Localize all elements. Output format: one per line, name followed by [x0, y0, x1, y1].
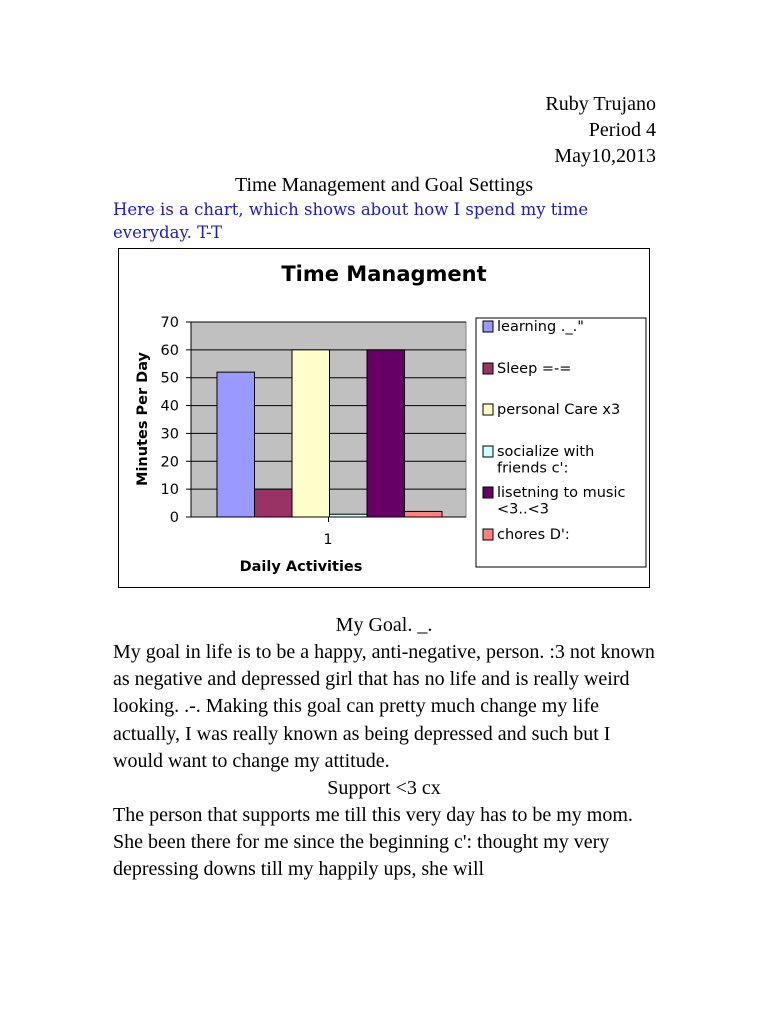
- y-tick-label: 30: [160, 426, 179, 443]
- legend-swatch: [483, 404, 493, 415]
- legend-swatch: [483, 446, 493, 457]
- legend-swatch: [483, 529, 493, 540]
- support-heading: Support <3 cx: [327, 777, 441, 799]
- y-tick-label: 70: [160, 315, 179, 331]
- bar: [217, 372, 255, 517]
- document-date: May10,2013: [554, 145, 656, 167]
- legend-swatch: [483, 321, 493, 332]
- time-chart: [118, 248, 650, 588]
- goal-paragraph: My goal in life is to be a happy, anti-negative, person. :3 not known as negative and depressed girl that has no life and is really weird looking. .-. Making this goal can pretty much change my life actually, I was really known as being depressed and such but I would want to change my attitude.: [113, 641, 655, 772]
- bar: [255, 489, 293, 517]
- support-paragraph: The person that supports me till this very day has to be my mom. She been there for me since the beginning c': thought my very depressing downs till my happily ups, she will: [113, 804, 633, 881]
- x-category-label: 1: [323, 532, 333, 548]
- x-axis-label: Daily Activities: [239, 559, 363, 575]
- bar: [367, 350, 405, 517]
- y-tick-label: 0: [169, 510, 179, 526]
- y-tick-labels: [161, 315, 191, 526]
- author-name: Ruby Trujano: [545, 93, 656, 115]
- y-tick-label: 50: [160, 370, 179, 387]
- chart-canvas: [119, 249, 649, 587]
- goal-heading: My Goal. _.: [335, 614, 433, 636]
- chart-title: Time Managment: [281, 262, 487, 286]
- legend-label: learning ._.": [497, 319, 584, 335]
- legend-label: personal Care x3: [497, 402, 621, 418]
- legend-label: socialize with friends c':: [497, 444, 595, 477]
- legend-label: lisetning to music <3..<3: [497, 485, 626, 518]
- bar: [405, 511, 443, 517]
- legend-swatch: [483, 487, 493, 498]
- intro-text: Here is a chart, which shows about how I spend my time everyday. T-T: [113, 200, 589, 242]
- legend-label: chores D':: [497, 527, 570, 543]
- legend-swatch: [483, 363, 493, 374]
- legend-label: Sleep =-=: [497, 361, 572, 377]
- y-axis-label: Minutes Per Day: [135, 352, 151, 486]
- y-tick-label: 40: [160, 398, 179, 415]
- bar: [292, 350, 330, 517]
- class-period: Period 4: [588, 119, 656, 141]
- y-tick-label: 20: [160, 454, 179, 471]
- y-tick-label: 10: [160, 482, 179, 499]
- document-title: Time Management and Goal Settings: [234, 174, 534, 196]
- y-tick-label: 60: [160, 342, 179, 359]
